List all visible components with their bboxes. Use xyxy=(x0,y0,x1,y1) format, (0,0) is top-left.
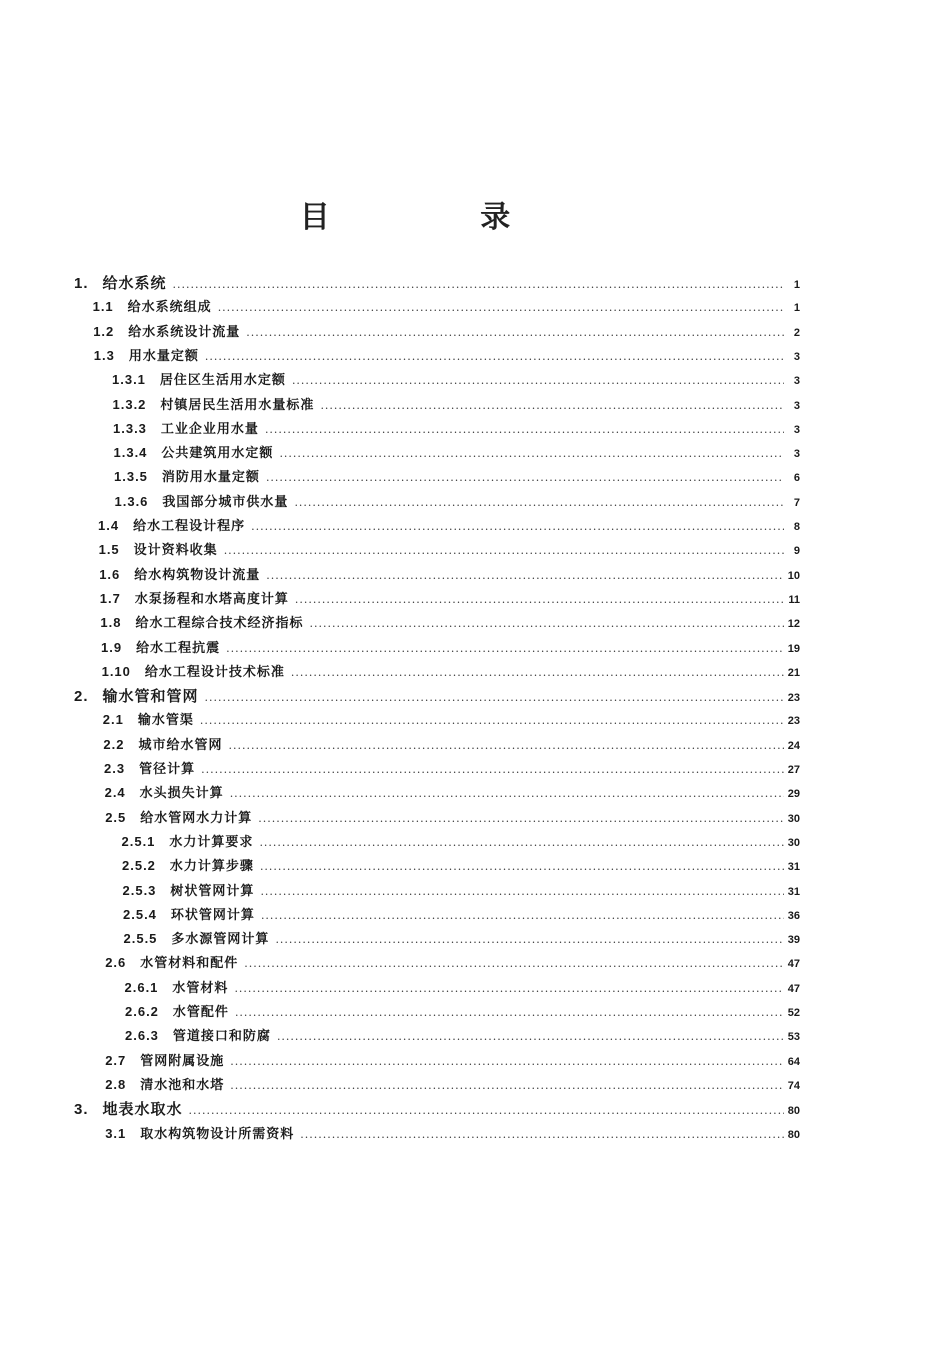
toc-entry-number: 2.5.2 xyxy=(122,858,156,874)
toc-entry-number: 2.7 xyxy=(105,1052,127,1068)
toc-entry[interactable] xyxy=(105,1074,800,1096)
toc-entry[interactable] xyxy=(123,880,801,902)
toc-entry-title: 水管配件 xyxy=(172,1005,229,1020)
toc-entry-page-number: 64 xyxy=(787,1055,800,1068)
toc-entry-number: 1.3.1 xyxy=(112,372,146,388)
toc-leader-dots xyxy=(266,565,784,587)
toc-entry-title: 水力计算要求 xyxy=(169,834,254,850)
toc-entry-number: 2.6 xyxy=(105,955,127,971)
toc-entry-title: 清水池和水塔 xyxy=(140,1077,225,1093)
toc-entry[interactable] xyxy=(112,369,800,391)
toc-entry[interactable] xyxy=(122,855,800,877)
toc-entry-number: 1.1 xyxy=(92,299,114,315)
toc-entry-title: 给水系统 xyxy=(102,274,167,292)
toc-entry-page-number: 36 xyxy=(787,909,800,922)
toc-entry-number: 1.9 xyxy=(101,639,123,655)
toc-leader-dots xyxy=(235,1002,784,1024)
toc-entry[interactable] xyxy=(113,418,800,440)
toc-entry-title: 给水系统组成 xyxy=(127,300,212,316)
toc-entry-number: 2.3 xyxy=(104,761,126,776)
toc-entry-number: 2.5.5 xyxy=(123,931,158,947)
toc-leader-dots xyxy=(230,1075,784,1097)
toc-entry[interactable] xyxy=(74,685,800,707)
toc-entry[interactable] xyxy=(125,1001,800,1023)
toc-entry-number: 1.4 xyxy=(98,518,120,533)
toc-entry-number: 1.3.5 xyxy=(114,469,148,485)
toc-leader-dots xyxy=(260,856,784,878)
toc-leader-dots xyxy=(258,808,784,830)
toc-leader-dots xyxy=(226,638,784,660)
toc-entry-page-number: 31 xyxy=(787,861,800,874)
toc-entry[interactable] xyxy=(94,345,800,367)
toc-entry-page-number: 3 xyxy=(793,423,800,436)
toc-entry-number: 2.5.3 xyxy=(122,882,157,898)
toc-entry[interactable] xyxy=(114,466,800,488)
toc-entry-number: 1.3.6 xyxy=(114,493,149,509)
toc-entry-page-number: 21 xyxy=(787,666,800,679)
toc-entry-title: 给水工程设计技术标准 xyxy=(144,664,285,680)
toc-entry-number: 2.6.3 xyxy=(125,1028,159,1044)
toc-entry-number: 1.2 xyxy=(93,323,115,339)
toc-entry-title: 水泵扬程和水塔高度计算 xyxy=(134,591,289,607)
toc-entry-page-number: 9 xyxy=(793,545,800,558)
toc-leader-dots xyxy=(200,710,784,732)
toc-entry-page-number: 8 xyxy=(793,521,800,533)
toc-entry-page-number: 74 xyxy=(787,1079,800,1092)
toc-entry-title: 我国部分城市供水量 xyxy=(162,494,289,510)
toc-leader-dots xyxy=(291,662,784,684)
toc-entry[interactable] xyxy=(123,904,800,926)
toc-entry[interactable] xyxy=(113,394,801,416)
toc-leader-dots xyxy=(300,1124,784,1146)
toc-entry[interactable] xyxy=(100,588,800,610)
toc-entry-number: 2.1 xyxy=(102,712,124,728)
toc-entry-title: 树状管网计算 xyxy=(170,883,255,899)
toc-entry-page-number: 23 xyxy=(787,715,800,728)
toc-entry[interactable] xyxy=(105,807,800,829)
toc-entry[interactable] xyxy=(124,928,801,950)
toc-entry-page-number: 1 xyxy=(793,279,800,291)
toc-entry-page-number: 2 xyxy=(793,326,800,339)
toc-leader-dots xyxy=(277,1026,784,1048)
toc-entry-title: 水力计算步骤 xyxy=(169,859,254,875)
toc-leader-dots xyxy=(244,953,784,975)
toc-entry-page-number: 19 xyxy=(787,642,800,655)
toc-leader-dots xyxy=(261,905,784,927)
toc-leader-dots xyxy=(230,783,784,805)
toc-leader-dots xyxy=(224,540,784,562)
toc-entry[interactable] xyxy=(105,782,800,804)
toc-leader-dots xyxy=(251,516,784,538)
toc-leader-dots xyxy=(230,1051,784,1073)
toc-leader-dots xyxy=(275,929,784,951)
toc-entry-number: 1.3.2 xyxy=(112,396,147,412)
toc-entry-page-number: 10 xyxy=(787,569,800,582)
toc-entry[interactable] xyxy=(98,515,800,537)
toc-entry[interactable] xyxy=(122,831,801,853)
toc-entry-number: 2.6.2 xyxy=(125,1004,159,1019)
toc-leader-dots xyxy=(205,346,784,368)
toc-entry-page-number: 7 xyxy=(793,496,800,509)
toc-entry-number: 1.6 xyxy=(99,566,121,582)
toc-entry-page-number: 53 xyxy=(787,1031,800,1044)
toc-entry-title: 取水构筑物设计所需资料 xyxy=(140,1126,295,1142)
toc-leader-dots xyxy=(259,832,784,854)
toc-entry-title: 输水管和管网 xyxy=(102,687,199,706)
toc-entry-number: 3. xyxy=(74,1101,89,1119)
toc-entry-page-number: 1 xyxy=(793,302,800,315)
toc-entry[interactable] xyxy=(104,758,800,780)
toc-entry[interactable] xyxy=(125,1025,800,1047)
toc-entry-title: 给水构筑物设计流量 xyxy=(134,567,261,583)
toc-entry-title: 多水源管网计算 xyxy=(171,932,270,948)
toc-entry[interactable] xyxy=(101,637,800,659)
toc-leader-dots xyxy=(292,370,784,392)
toc-entry[interactable] xyxy=(105,952,800,974)
toc-entry[interactable] xyxy=(74,1098,800,1120)
toc-entry[interactable] xyxy=(74,272,800,294)
toc-entry-page-number: 6 xyxy=(793,472,800,485)
toc-entry-title: 水管材料 xyxy=(172,980,229,996)
toc-entry-title: 给水工程综合技术经济指标 xyxy=(135,616,304,632)
toc-entry-title: 消防用水量定额 xyxy=(161,470,260,486)
toc-entry-title: 村镇居民生活用水量标准 xyxy=(160,397,315,413)
toc-entry[interactable] xyxy=(103,734,800,756)
toc-leader-dots xyxy=(205,687,784,709)
toc-leader-dots xyxy=(266,467,784,489)
toc-leader-dots xyxy=(309,613,784,635)
toc-entry-page-number: 39 xyxy=(787,934,800,947)
toc-entry[interactable] xyxy=(93,296,800,318)
toc-entry-number: 1.10 xyxy=(101,663,131,679)
toc-entry-title: 水头损失计算 xyxy=(139,786,224,802)
toc-entry-number: 1.3 xyxy=(93,347,115,363)
toc-entry-title: 城市给水管网 xyxy=(138,737,223,753)
toc-entry-number: 1. xyxy=(74,275,89,292)
toc-entry-title: 地表水取水 xyxy=(102,1100,183,1119)
toc-entry-page-number: 31 xyxy=(787,885,800,898)
toc-entry-number: 2.5.1 xyxy=(121,833,156,849)
toc-entry-title: 给水管网水力计算 xyxy=(140,810,253,826)
toc-entry-page-number: 80 xyxy=(787,1105,800,1118)
toc-entry[interactable] xyxy=(125,977,801,999)
toc-entry[interactable] xyxy=(100,612,800,634)
toc-entry-page-number: 12 xyxy=(787,618,800,631)
toc-leader-dots xyxy=(265,419,784,441)
toc-entry-number: 2.8 xyxy=(105,1076,127,1092)
toc-entry-title: 设计资料收集 xyxy=(133,543,218,559)
toc-entry-title: 居住区生活用水定额 xyxy=(159,373,286,389)
toc-entry-title: 水管材料和配件 xyxy=(140,956,239,972)
toc-entry[interactable] xyxy=(114,442,801,464)
toc-entry-page-number: 47 xyxy=(787,958,800,971)
toc-entry-title: 工业企业用水量 xyxy=(160,421,259,437)
toc-entry-number: 2.6.1 xyxy=(124,979,159,995)
toc-entry-number: 2.4 xyxy=(104,785,126,801)
toc-entry-title: 输水管渠 xyxy=(137,713,194,729)
toc-entry-page-number: 29 xyxy=(787,788,800,801)
toc-entry[interactable] xyxy=(102,661,800,683)
toc-entry-number: 1.5 xyxy=(98,542,120,558)
toc-entry-title: 给水工程抗震 xyxy=(136,640,221,656)
toc-entry-number: 1.8 xyxy=(100,615,122,631)
toc-entry-number: 2.5.4 xyxy=(123,906,157,922)
toc-entry[interactable] xyxy=(99,564,800,586)
toc-leader-dots xyxy=(279,443,784,465)
toc-entry-page-number: 3 xyxy=(793,350,800,363)
toc-leader-dots xyxy=(218,297,784,319)
toc-leader-dots xyxy=(234,978,784,1000)
toc-entry-number: 1.3.3 xyxy=(113,420,147,436)
toc-entry[interactable] xyxy=(99,539,800,561)
toc-leader-dots xyxy=(228,735,784,757)
toc-leader-dots xyxy=(260,881,784,903)
toc-leader-dots xyxy=(201,759,784,781)
toc-entry-page-number: 80 xyxy=(787,1128,800,1141)
toc-leader-dots xyxy=(295,589,784,611)
toc-entry-number: 1.7 xyxy=(99,590,121,606)
toc-entry[interactable] xyxy=(93,321,800,343)
toc-entry-page-number: 3 xyxy=(793,375,800,388)
toc-leader-dots xyxy=(294,492,784,514)
toc-entry-page-number: 52 xyxy=(787,1007,800,1019)
toc-entry[interactable] xyxy=(105,1123,800,1145)
toc-entry-title: 给水工程设计程序 xyxy=(133,519,246,534)
toc-entry-number: 3.1 xyxy=(105,1125,127,1141)
toc-entry-number: 2.5 xyxy=(105,809,127,825)
toc-entry-page-number: 3 xyxy=(793,399,800,412)
toc-entry-title: 环状管网计算 xyxy=(170,907,255,923)
toc-entry-page-number: 27 xyxy=(787,764,800,776)
toc-entry-title: 管道接口和防腐 xyxy=(172,1029,271,1045)
toc-entry-number: 2. xyxy=(74,688,89,706)
toc-entry-number: 1.3.4 xyxy=(113,445,148,461)
toc-entry-title: 管网附属设施 xyxy=(140,1053,225,1069)
page-title: 目 录 xyxy=(299,200,581,235)
toc-entry[interactable] xyxy=(103,709,800,731)
toc-entry-page-number: 30 xyxy=(787,812,800,825)
toc-entry-page-number: 23 xyxy=(787,692,800,705)
toc-entry-title: 给水系统设计流量 xyxy=(128,324,241,340)
toc-entry-title: 管径计算 xyxy=(139,762,196,777)
toc-entry-title: 用水量定额 xyxy=(128,348,199,364)
toc-leader-dots xyxy=(246,322,784,344)
toc-entry-title: 公共建筑用水定额 xyxy=(161,446,274,462)
toc-entry-page-number: 3 xyxy=(793,448,800,461)
toc-entry-page-number: 47 xyxy=(787,982,800,995)
toc-entry[interactable] xyxy=(115,491,801,513)
toc-leader-dots xyxy=(173,274,784,296)
toc-leader-dots xyxy=(189,1100,784,1122)
toc-entry[interactable] xyxy=(105,1050,800,1072)
toc-entry-number: 2.2 xyxy=(103,736,125,752)
toc-entry-page-number: 11 xyxy=(788,593,800,606)
toc-leader-dots xyxy=(320,395,784,417)
toc-entry-page-number: 30 xyxy=(787,836,800,849)
toc-entry-page-number: 24 xyxy=(787,739,800,752)
